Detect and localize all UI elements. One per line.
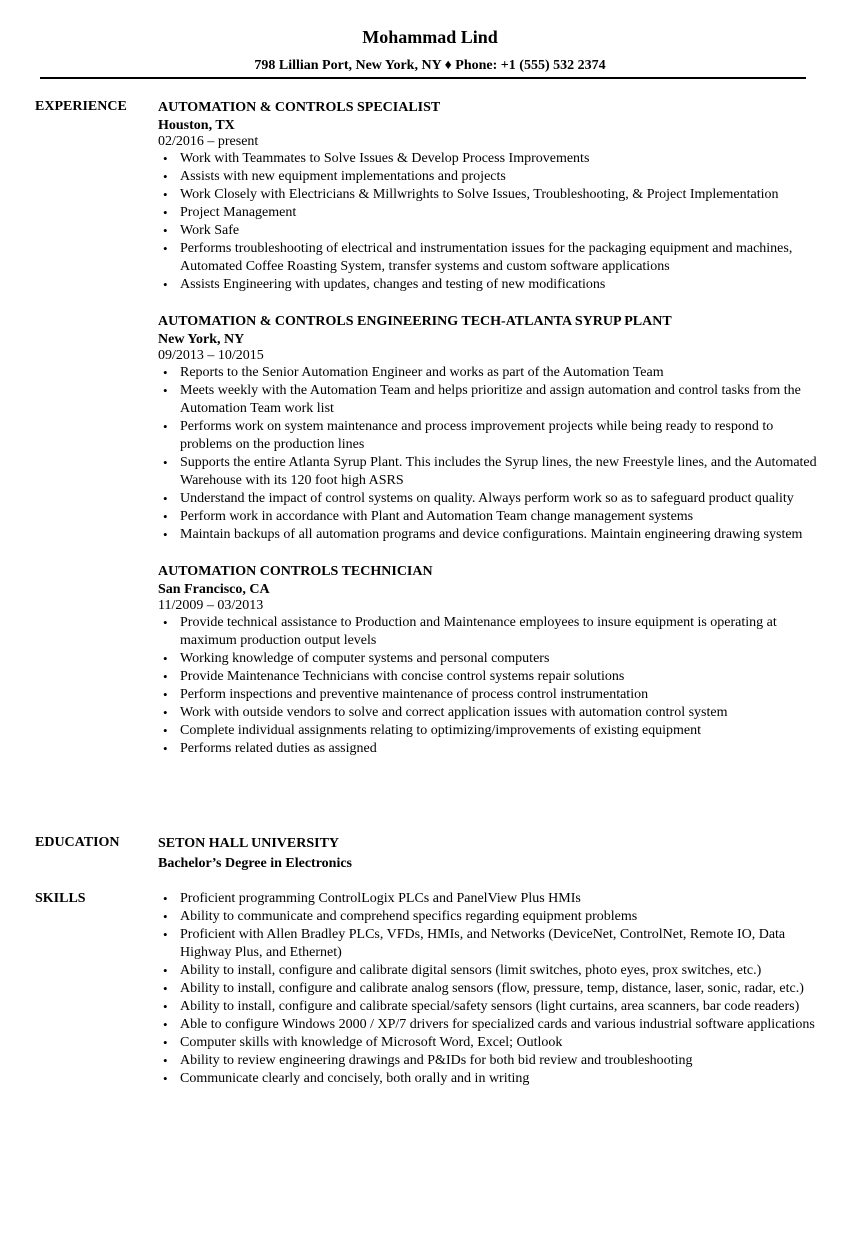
- bullet-dot-icon: •: [163, 169, 168, 184]
- bullet-dot-icon: •: [163, 891, 168, 906]
- bullet-item: [158, 508, 818, 526]
- job-title: AUTOMATION & CONTROLS ENGINEERING TECH-ATLANTA SYRUP PLANT: [158, 314, 672, 329]
- job-dates: 02/2016 – present: [158, 134, 259, 149]
- bullet-text: Perform work in accordance with Plant and Automation Team change management systems: [180, 509, 694, 524]
- bullet-dot-icon: •: [163, 999, 168, 1014]
- bullet-item: [158, 222, 818, 240]
- bullet-dot-icon: •: [163, 187, 168, 202]
- bullet-item: [158, 454, 818, 490]
- bullet-text: Provide Maintenance Technicians with concise control systems repair solutions: [180, 669, 625, 684]
- bullet-item: [158, 382, 818, 418]
- skills-bullets: [158, 890, 818, 1088]
- bullet-text: Ability to install, configure and calibrate special/safety sensors (light curtains, area scanners, bar code readers): [180, 999, 800, 1014]
- job-bullets: [158, 150, 818, 294]
- job-entry: [158, 562, 818, 758]
- bullet-item: [158, 168, 818, 186]
- bullet-item: [158, 276, 818, 294]
- job-dates: 09/2013 – 10/2015: [158, 348, 264, 363]
- experience-body: [158, 98, 818, 776]
- bullet-text: Complete individual assignments relating to optimizing/improvements of existing equipment: [180, 723, 702, 738]
- resume-header: [0, 0, 860, 75]
- bullet-text: Supports the entire Atlanta Syrup Plant. This includes the Syrup lines, the new Freestyle lines, and the Automated Warehouse with its 120 foot high ASRS: [180, 455, 817, 488]
- bullet-text: Reports to the Senior Automation Engineer and works as part of the Automation Team: [180, 365, 664, 380]
- bullet-text: Proficient programming ControlLogix PLCs and PanelView Plus HMIs: [180, 891, 581, 906]
- bullet-dot-icon: •: [163, 205, 168, 220]
- job-entry: [158, 312, 818, 544]
- bullet-text: Working knowledge of computer systems and personal computers: [180, 651, 550, 666]
- job-bullets: [158, 614, 818, 758]
- bullet-item: [158, 704, 818, 722]
- bullet-item: [158, 204, 818, 222]
- skills-body: [158, 890, 818, 1088]
- bullet-text: Ability to communicate and comprehend specifics regarding equipment problems: [180, 909, 638, 924]
- job-entry: [158, 98, 818, 294]
- bullet-text: Communicate clearly and concisely, both orally and in writing: [180, 1071, 530, 1086]
- bullet-text: Work Safe: [180, 223, 240, 238]
- bullet-dot-icon: •: [163, 963, 168, 978]
- bullet-dot-icon: •: [163, 455, 168, 470]
- bullet-dot-icon: •: [163, 527, 168, 542]
- bullet-item: [158, 150, 818, 168]
- bullet-text: Performs related duties as assigned: [180, 741, 377, 756]
- degree-name: Bachelor’s Degree in Electronics: [158, 856, 353, 871]
- job-bullets: [158, 364, 818, 544]
- bullet-dot-icon: •: [163, 981, 168, 996]
- bullet-dot-icon: •: [163, 277, 168, 292]
- education-body: [158, 834, 818, 874]
- bullet-item: [158, 1016, 818, 1034]
- bullet-item: [158, 1070, 818, 1088]
- bullet-text: Work Closely with Electricians & Millwrights to Solve Issues, Troubleshooting, & Project Implementation: [180, 187, 779, 202]
- bullet-text: Ability to install, configure and calibrate analog sensors (flow, pressure, temp, distance, laser, sonic, radar, etc.): [180, 981, 804, 996]
- bullet-text: Perform inspections and preventive maintenance of process control instrumentation: [180, 687, 649, 702]
- bullet-dot-icon: •: [163, 365, 168, 380]
- bullet-dot-icon: •: [163, 741, 168, 756]
- bullet-item: [158, 686, 818, 704]
- bullet-item: [158, 926, 818, 962]
- bullet-text: Provide technical assistance to Production and Maintenance employees to insure equipment is operating at maximum production output levels: [180, 615, 777, 648]
- bullet-dot-icon: •: [163, 151, 168, 166]
- header-divider: [40, 77, 806, 79]
- bullet-text: Maintain backups of all automation programs and device configurations. Maintain engineering drawing system: [180, 527, 803, 542]
- bullet-item: [158, 240, 818, 276]
- bullet-text: Proficient with Allen Bradley PLCs, VFDs, HMIs, and Networks (DeviceNet, ControlNet, Remote IO, Data Highway Plus, and Ethernet): [180, 927, 786, 960]
- bullet-item: [158, 908, 818, 926]
- job-location: New York, NY: [158, 332, 245, 347]
- job-title: AUTOMATION CONTROLS TECHNICIAN: [158, 564, 433, 579]
- bullet-item: [158, 186, 818, 204]
- bullet-text: Ability to install, configure and calibrate digital sensors (limit switches, photo eyes, prox switches, etc.): [180, 963, 762, 978]
- school-name: SETON HALL UNIVERSITY: [158, 836, 340, 851]
- bullet-text: Work with Teammates to Solve Issues & Develop Process Improvements: [180, 151, 590, 166]
- bullet-dot-icon: •: [163, 1053, 168, 1068]
- bullet-dot-icon: •: [163, 509, 168, 524]
- bullet-item: [158, 890, 818, 908]
- bullet-dot-icon: •: [163, 383, 168, 398]
- bullet-dot-icon: •: [163, 1035, 168, 1050]
- bullet-item: [158, 418, 818, 454]
- bullet-dot-icon: •: [163, 651, 168, 666]
- bullet-text: Project Management: [180, 205, 297, 220]
- section-label-experience: EXPERIENCE: [35, 99, 127, 114]
- bullet-text: Assists with new equipment implementations and projects: [180, 169, 506, 184]
- bullet-dot-icon: •: [163, 223, 168, 238]
- bullet-text: Performs work on system maintenance and process improvement projects while being ready to respond to problems on the production lines: [180, 419, 774, 452]
- bullet-item: [158, 668, 818, 686]
- bullet-text: Understand the impact of control systems on quality. Always perform work so as to safeguard product quality: [180, 491, 794, 506]
- bullet-dot-icon: •: [163, 1071, 168, 1086]
- bullet-text: Meets weekly with the Automation Team and helps prioritize and assign automation and control tasks from the Automation Team work list: [180, 383, 801, 416]
- bullet-item: [158, 614, 818, 650]
- bullet-text: Ability to review engineering drawings and P&IDs for both bid review and troubleshooting: [180, 1053, 693, 1068]
- bullet-item: [158, 650, 818, 668]
- bullet-dot-icon: •: [163, 1017, 168, 1032]
- candidate-name: Mohammad Lind: [362, 27, 498, 47]
- bullet-item: [158, 722, 818, 740]
- bullet-dot-icon: •: [163, 723, 168, 738]
- bullet-item: [158, 980, 818, 998]
- bullet-text: Assists Engineering with updates, changes and testing of new modifications: [180, 277, 606, 292]
- job-location: San Francisco, CA: [158, 582, 270, 597]
- bullet-item: [158, 490, 818, 508]
- bullet-dot-icon: •: [163, 927, 168, 942]
- bullet-item: [158, 1034, 818, 1052]
- bullet-item: [158, 998, 818, 1016]
- bullet-text: Computer skills with knowledge of Microsoft Word, Excel; Outlook: [180, 1035, 563, 1050]
- bullet-dot-icon: •: [163, 241, 168, 256]
- bullet-dot-icon: •: [163, 909, 168, 924]
- bullet-text: Able to configure Windows 2000 / XP/7 drivers for specialized cards and various industrial software applications: [180, 1017, 815, 1032]
- bullet-dot-icon: •: [163, 705, 168, 720]
- contact-line: 798 Lillian Port, New York, NY ♦ Phone: +1 (555) 532 2374: [254, 58, 606, 73]
- bullet-item: [158, 526, 818, 544]
- bullet-item: [158, 364, 818, 382]
- bullet-item: [158, 1052, 818, 1070]
- bullet-item: [158, 962, 818, 980]
- bullet-dot-icon: •: [163, 615, 168, 630]
- job-dates: 11/2009 – 03/2013: [158, 598, 264, 613]
- section-label-skills: SKILLS: [35, 891, 86, 906]
- bullet-dot-icon: •: [163, 491, 168, 506]
- bullet-dot-icon: •: [163, 669, 168, 684]
- bullet-dot-icon: •: [163, 687, 168, 702]
- bullet-dot-icon: •: [163, 419, 168, 434]
- bullet-text: Performs troubleshooting of electrical and instrumentation issues for the packaging equipment and machines, Automated Coffee Roasting System, transfer systems and custom software applications: [180, 241, 793, 274]
- section-label-education: EDUCATION: [35, 835, 120, 850]
- job-title: AUTOMATION & CONTROLS SPECIALIST: [158, 100, 441, 115]
- bullet-text: Work with outside vendors to solve and correct application issues with automation control system: [180, 705, 728, 720]
- bullet-item: [158, 740, 818, 758]
- job-location: Houston, TX: [158, 118, 235, 133]
